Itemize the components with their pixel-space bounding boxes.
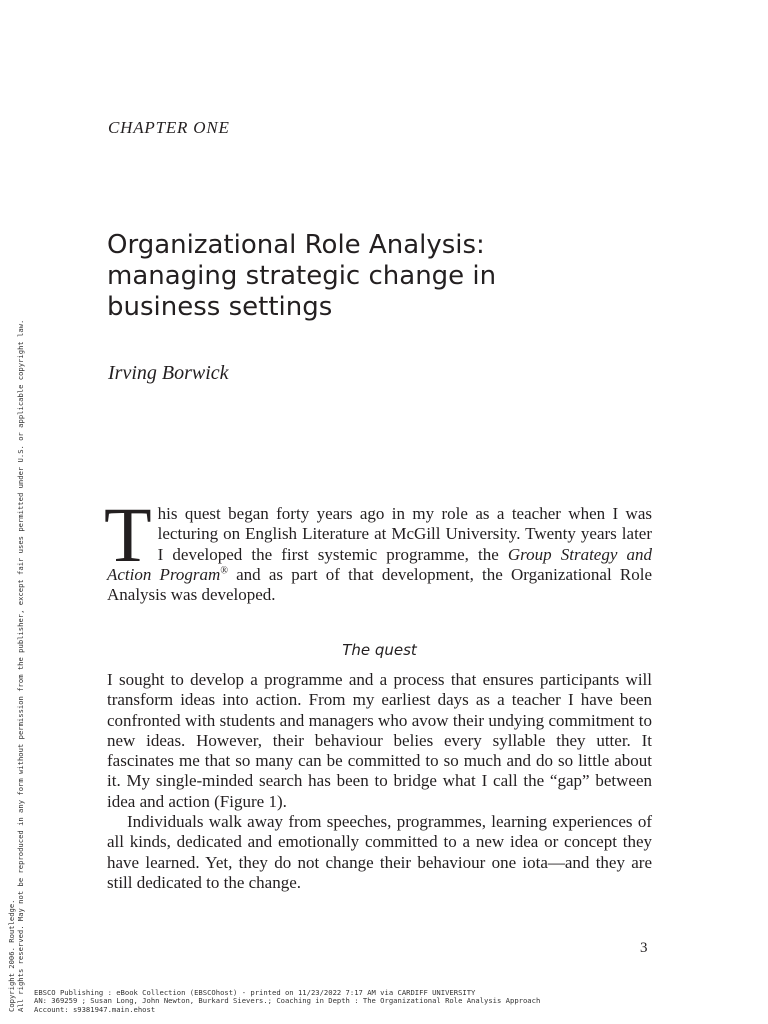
author-name: Irving Borwick [108,362,229,384]
chapter-label: CHAPTER ONE [108,118,230,137]
opening-text-start: his quest began forty years ago in my role as a teacher when I was lecturing on English Literature at McGill University. Twenty years later I developed the first systemic programme, the [157,504,652,564]
registered-mark: ® [220,565,228,577]
ebsco-footer [34,989,540,1014]
body-paragraph-1: I sought to develop a programme and a process that ensures participants will transform ideas into action. From my earliest days as a teacher I have been confronted with students and managers who avow their undying commitment to new ideas. However, their behaviour belies every syllable they utter. It fascinates me that so many can be committed to so much and do so little about it. My single-minded search has been to bridge what I call the “gap” between idea and action (Figure 1). [107,670,652,811]
footer-line-1: EBSCO Publishing : eBook Collection (EBSCOhost) - printed on 11/23/2022 7:17 AM via CARDIFF UNIVERSITY [34,988,476,997]
copyright-line-1: Copyright 2006. Routledge. [7,899,16,1012]
program-name: Group Strategy and Action Program [107,544,652,584]
section-body [107,670,652,893]
footer-line-3: Account: s9381947.main.ehost [34,1004,156,1014]
section-heading: The quest [342,641,417,659]
drop-cap: T [104,491,152,578]
chapter-title-line-2: managing strategic change in [107,261,497,291]
chapter-title-line-1: Organizational Role Analysis: [107,230,485,260]
chapter-title-line-3: business settings [107,292,333,322]
footer-line-2: AN: 369259 ; Susan Long, John Newton, Burkard Sievers.; Coaching in Depth : The Organizational Role Analysis Approach [34,996,541,1006]
opening-paragraph [104,491,652,605]
copyright-line-2: All rights reserved. May not be reproduced in any form without permission from the publisher, except fair uses permitted under U.S. or applicable copyright law. [15,319,25,1012]
body-paragraph-2: Individuals walk away from speeches, programmes, learning experiences of all kinds, dedicated and emotionally committed to a new idea or concept they have learned. Yet, they do not change their behaviour one iota—and they are still dedicated to the change. [107,812,652,892]
opening-text-end: and as part of that development, the Organizational Role Analysis was developed. [107,564,652,605]
chapter-title [107,230,627,323]
page-number: 3 [640,940,648,956]
copyright-notice [8,320,25,1012]
